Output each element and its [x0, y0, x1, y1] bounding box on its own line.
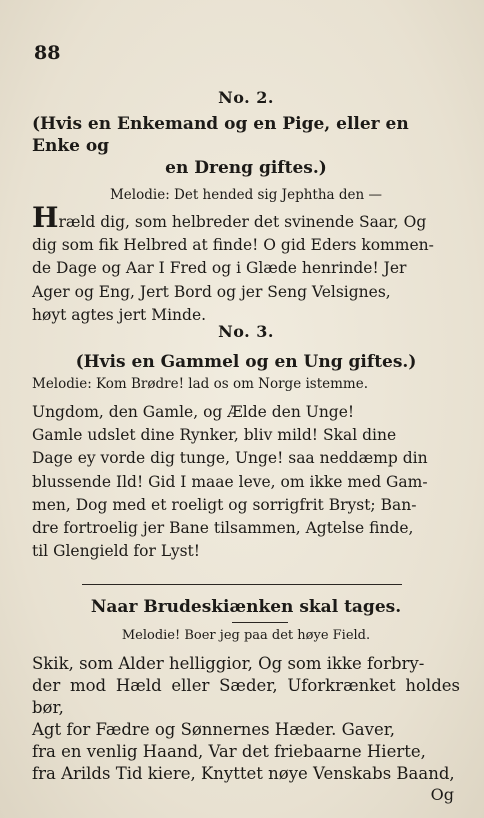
verse-line: Ungdom, den Gamle, og Ælde den Unge! — [32, 403, 355, 421]
verse-line: Skik, som Alder helliggior, Og som ikke forbry- — [32, 654, 425, 673]
title-underline — [232, 622, 288, 623]
song-4 — [32, 596, 460, 804]
verse-line: der mod Hæld eller Sæder, Uforkrænket holdes bør, — [32, 676, 460, 717]
page-number: 88 — [34, 42, 61, 64]
song-2-title-line-1: (Hvis en Enkemand og en Pige, eller en Enke og — [32, 114, 409, 156]
verse-line: til Glengield for Lyst! — [32, 542, 201, 561]
song-4-melody: Melodie! Boer jeg paa det høye Field. — [121, 628, 371, 643]
verse-line: blussende Ild! Gid I maae leve, om ikke med Gam- — [32, 472, 428, 491]
verse-line: Dage ey vorde dig tunge, Unge! saa neddæmp din — [32, 449, 428, 468]
verse-line: de Dage og Aar I Fred og i Glæde henrinde! Jer — [32, 259, 407, 278]
song-2 — [32, 88, 460, 327]
song-4-title: Naar Brudeskiænken skal tages. — [90, 597, 402, 617]
song-3 — [32, 322, 460, 563]
verse-line: Ager og Eng, Jert Bord og jer Seng Velsignes, — [32, 282, 391, 301]
section-divider — [82, 584, 402, 585]
verse-line: Gamle udslet dine Rynker, bliv mild! Skal dine — [32, 426, 397, 445]
verse-line: dre fortroelig jer Bane tilsammen, Agtelse finde, — [32, 519, 414, 538]
verse-line: fra en venlig Haand, Var det friebaarne Hierte, — [32, 742, 426, 761]
song-2-number: No. 2. — [218, 88, 274, 107]
verse-line: Agt for Fædre og Sønnernes Hæder. Gaver, — [32, 720, 396, 739]
verse-line: Hræld dig, som helbreder det svinende Saar, Og — [32, 201, 427, 234]
song-3-verse — [32, 401, 460, 563]
song-3-melody: Melodie: Kom Brødre! lad os om Norge istemme. — [32, 376, 369, 392]
catchword: Og — [430, 785, 454, 804]
song-3-number: No. 3. — [218, 322, 274, 341]
verse-line: fra Arilds Tid kiere, Knyttet nøye Venskabs Baand, — [32, 764, 455, 783]
song-4-verse — [32, 653, 460, 785]
song-2-title-line-2: en Dreng giftes.) — [165, 158, 327, 178]
verse-line: høyt agtes jert Minde. — [32, 305, 207, 324]
verse-line: men, Dog med et roeligt og sorrigfrit Bryst; Ban- — [32, 495, 417, 514]
verse-line: dig som fik Helbred at finde! O gid Eders kommen- — [32, 236, 434, 255]
song-2-verse — [32, 201, 460, 327]
song-3-title: (Hvis en Gammel og en Ung giftes.) — [75, 352, 417, 372]
song-2-melody: Melodie: Det hended sig Jephtha den — — [109, 187, 382, 203]
drop-cap: H — [32, 201, 59, 234]
